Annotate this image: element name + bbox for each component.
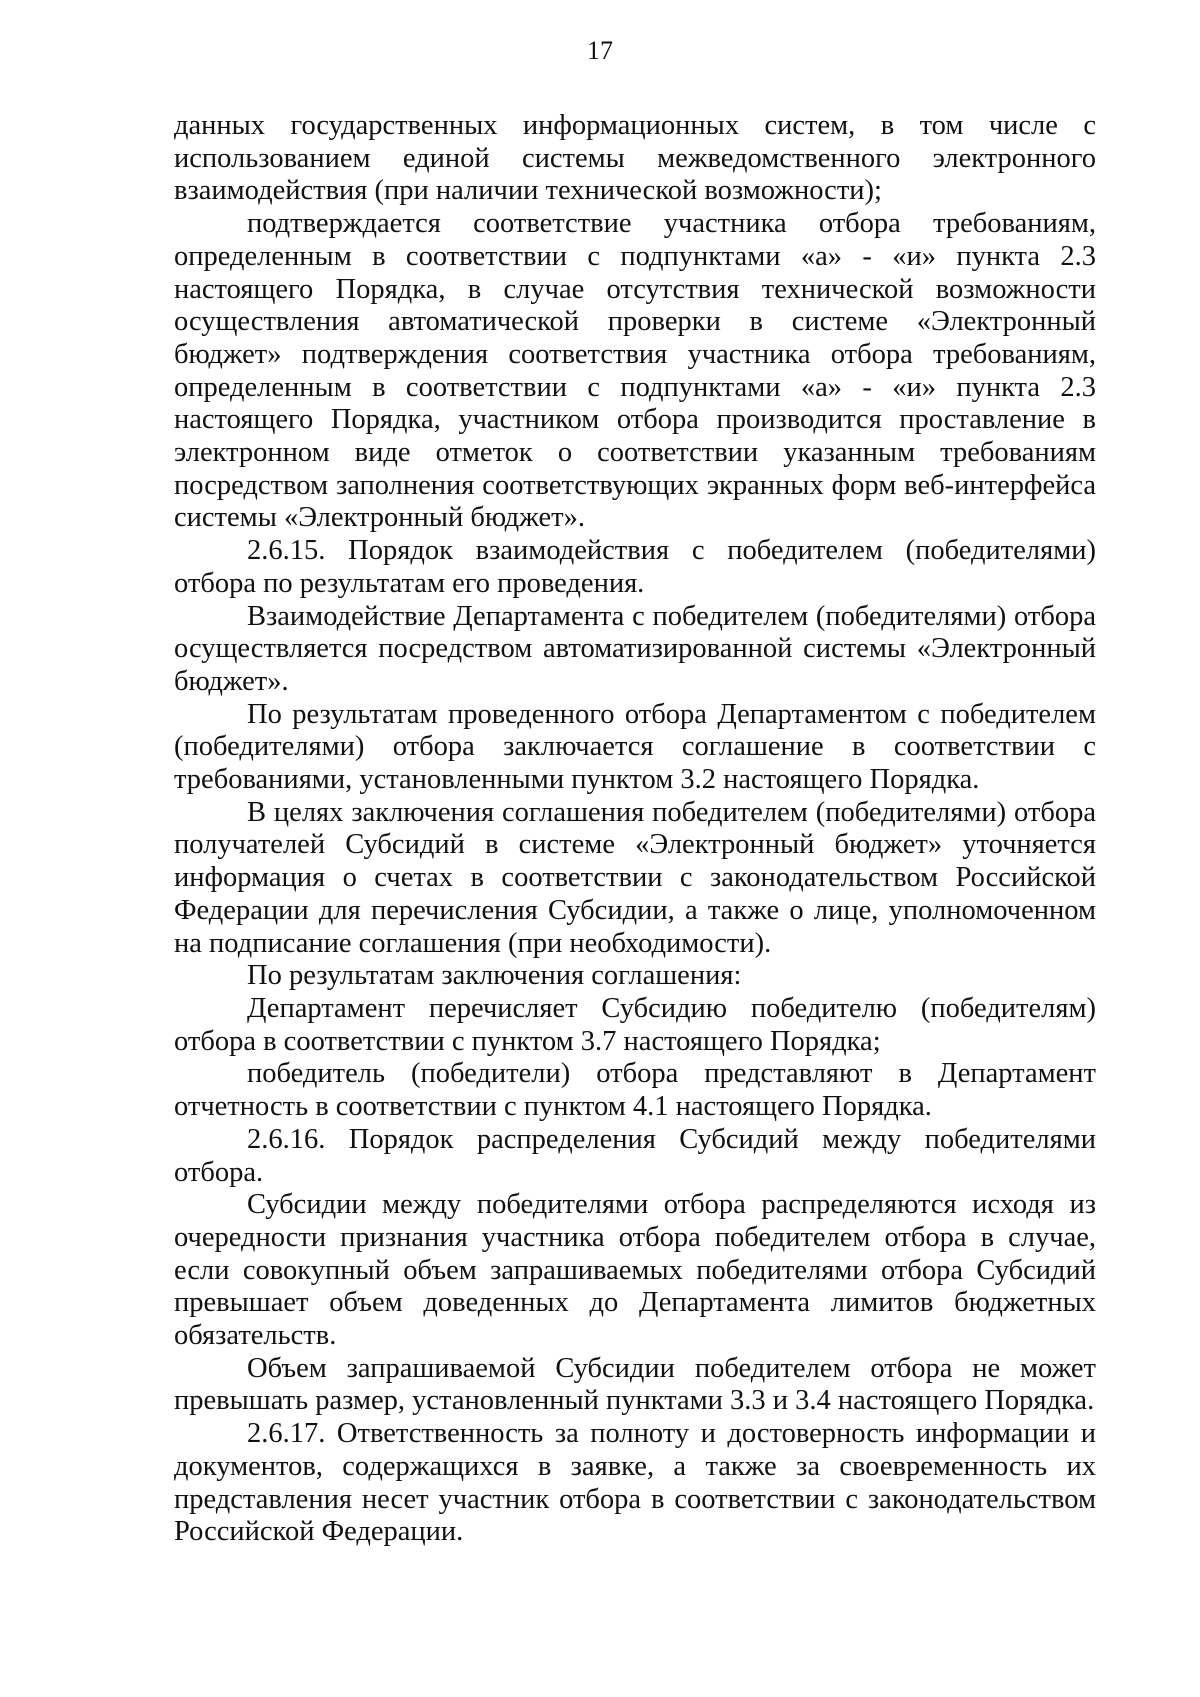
paragraph: В целях заключения соглашения победителем (победителями) отбора получателей Субсидий в системе «Электронный бюджет» уточняется информация о счетах в соответствии с законодательством Российской Федерации для перечисления Субсидии, а также о лице, уполномоченном на подписание соглашения (при необходимости). <box>174 796 1096 959</box>
paragraph: Объем запрашиваемой Субсидии победителем отбора не может превышать размер, установленный пунктами 3.3 и 3.4 настоящего Порядка. <box>174 1352 1096 1417</box>
paragraph: По результатам заключения соглашения: <box>247 960 742 992</box>
paragraph: Департамент перечисляет Субсидию победителю (победителям) отбора в соответствии с пунктом 3.7 настоящего Порядка; <box>174 992 1096 1057</box>
paragraph: По результатам проведенного отбора Департаментом с победителем (победителями) отбора заключается соглашение в соответствии с требованиями, установленными пунктом 3.2 настоящего Порядка. <box>174 698 1096 796</box>
section-heading-2-6-16: 2.6.16. Порядок распределения Субсидий между победителями отбора. <box>174 1123 1096 1188</box>
paragraph-continuation: данных государственных информационных систем, в том числе с использованием единой системы межведомственного электронного взаимодействия (при наличии технической возможности); <box>174 110 1096 207</box>
paragraph: Взаимодействие Департамента с победителем (победителями) отбора осуществляется посредством автоматизированной системы «Электронный бюджет». <box>174 600 1096 697</box>
paragraph: победитель (победители) отбора представляют в Департамент отчетность в соответствии с пунктом 4.1 настоящего Порядка. <box>174 1058 1096 1123</box>
paragraph: Субсидии между победителями отбора распределяются исходя из очередности признания участника отбора победителем отбора в случае, если совокупный объем запрашиваемых победителями отбора Субсидий превышает объем доведенных до Департамента лимитов бюджетных обязательств. <box>174 1189 1096 1352</box>
paragraph: подтверждается соответствие участника отбора требованиям, определенным в соответствии с подпунктами «а» - «и» пункта 2.3 настоящего Порядка, в случае отсутствия технической возможности осуществления автоматической проверки в системе «Электронный бюджет» подтверждения соответствия участника отбора требованиям, определенным в соответствии с подпунктами «а» - «и» пункта 2.3 настоящего Порядка, участником отбора производится проставление в электронном виде отметок о соответствии указанным требованиям посредством заполнения соответствующих экранных форм веб-интерфейса системы «Электронный бюджет». <box>174 208 1096 534</box>
document-body <box>174 110 1096 1549</box>
section-heading-2-6-17: 2.6.17. Ответственность за полноту и достоверность информации и документов, содержащихся в заявке, а также за своевременность их представления несет участник отбора в соответствии с законодательством Российской Федерации. <box>174 1418 1096 1548</box>
section-heading-2-6-15: 2.6.15. Порядок взаимодействия с победителем (победителями) отбора по результатам его проведения. <box>174 535 1096 599</box>
page-number: 17 <box>587 36 613 65</box>
